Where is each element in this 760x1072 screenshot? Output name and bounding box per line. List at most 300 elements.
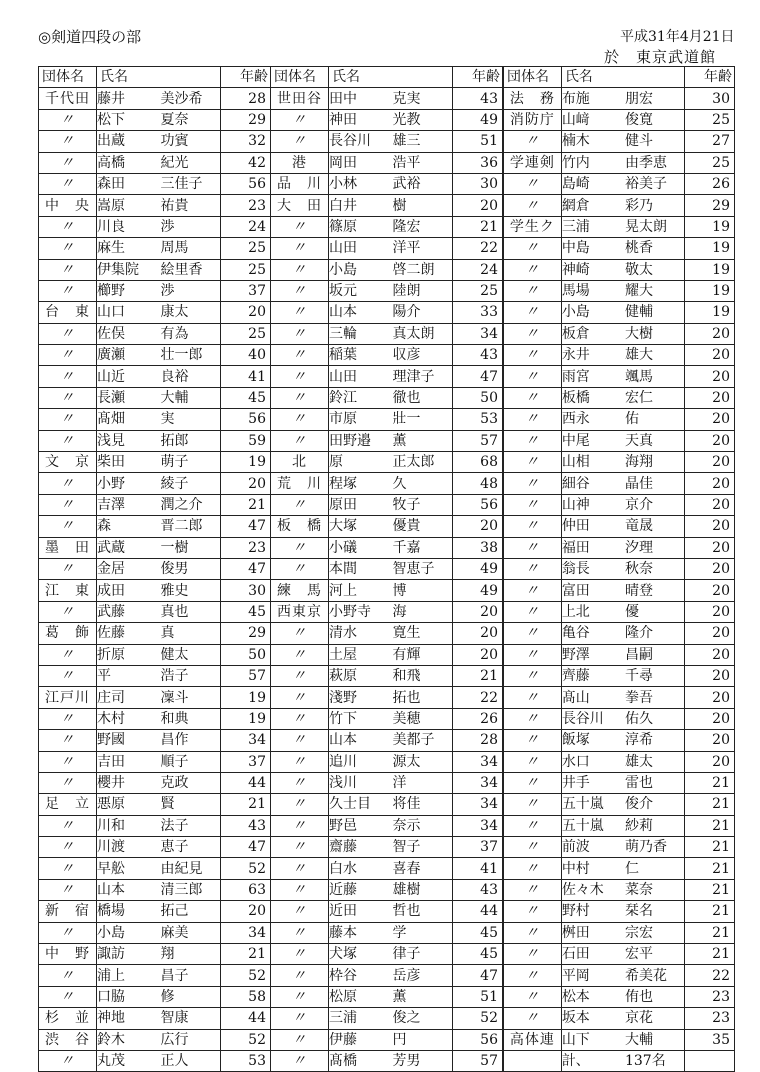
group-cell: 〃: [504, 195, 562, 216]
given-name-cell: 宏平: [625, 944, 685, 965]
surname-cell: 柴田: [97, 452, 161, 473]
table-row: [504, 580, 735, 601]
given-name-cell: 健斗: [625, 131, 685, 152]
age-cell: 43: [453, 88, 503, 109]
given-name-cell: 秋奈: [625, 558, 685, 579]
given-name-cell: 岳彦: [393, 965, 453, 986]
age-cell: 19: [685, 302, 735, 323]
group-cell: 〃: [504, 409, 562, 430]
table-row: [271, 1050, 503, 1071]
table-row: [39, 516, 271, 537]
age-cell: 20: [685, 387, 735, 408]
age-cell: 20: [685, 730, 735, 751]
table-row: [39, 580, 271, 601]
table-row: [504, 387, 735, 408]
age-cell: 20: [453, 644, 503, 665]
age-cell: 45: [221, 387, 271, 408]
given-name-cell: 拓郎: [161, 430, 221, 451]
age-cell: 21: [453, 665, 503, 686]
name-header: 氏名: [561, 67, 684, 88]
group-cell: 〃: [504, 516, 562, 537]
given-name-cell: 源太: [393, 751, 453, 772]
surname-cell: 長瀬: [97, 387, 161, 408]
group-cell: 世田谷: [271, 88, 329, 109]
given-name-cell: 真也: [161, 601, 221, 622]
given-name-cell: 海翔: [625, 452, 685, 473]
given-name-cell: 広行: [161, 1029, 221, 1050]
surname-cell: 大塚: [329, 516, 393, 537]
group-cell: 学連剣: [504, 152, 562, 173]
surname-cell: 神地: [97, 1008, 161, 1029]
table-row: [39, 387, 271, 408]
given-name-cell: 菜奈: [625, 879, 685, 900]
surname-cell: 山田: [329, 366, 393, 387]
group-cell: 〃: [504, 173, 562, 194]
table-row: [39, 1050, 271, 1071]
given-name-cell: 寛生: [393, 623, 453, 644]
group-cell: 〃: [39, 858, 97, 879]
given-name-cell: 翔: [161, 944, 221, 965]
given-name-cell: 浩子: [161, 665, 221, 686]
group-cell: 〃: [504, 986, 562, 1007]
group-cell: 〃: [504, 751, 562, 772]
age-cell: 21: [221, 944, 271, 965]
group-cell: 〃: [39, 879, 97, 900]
table-row: [39, 452, 271, 473]
table-row: [504, 922, 735, 943]
age-cell: 29: [221, 623, 271, 644]
age-cell: 28: [221, 88, 271, 109]
given-name-cell: 竜晟: [625, 516, 685, 537]
table-row: [271, 644, 503, 665]
surname-cell: 久士目: [329, 794, 393, 815]
given-name-cell: 宏仁: [625, 387, 685, 408]
event-date: 平成31年4月21日: [620, 29, 735, 45]
surname-cell: 小野寺: [329, 601, 393, 622]
surname-cell: 木村: [97, 708, 161, 729]
group-cell: 〃: [271, 772, 329, 793]
surname-cell: 伊藤: [329, 1029, 393, 1050]
table-row: [39, 687, 271, 708]
group-cell: 〃: [271, 858, 329, 879]
given-name-cell: 陽介: [393, 302, 453, 323]
age-cell: 25: [685, 109, 735, 130]
group-cell: 〃: [504, 537, 562, 558]
table-row: [39, 88, 271, 109]
age-cell: 21: [685, 837, 735, 858]
given-name-cell: 桃香: [625, 238, 685, 259]
group-cell: 〃: [39, 259, 97, 280]
surname-cell: 髙畑: [97, 409, 161, 430]
table-row: [504, 88, 735, 109]
age-cell: 25: [221, 323, 271, 344]
table-row: [39, 280, 271, 301]
group-cell: 〃: [39, 708, 97, 729]
group-cell: 〃: [39, 665, 97, 686]
surname-cell: 齋藤: [329, 837, 393, 858]
group-cell: 〃: [39, 473, 97, 494]
age-cell: 43: [453, 879, 503, 900]
surname-cell: 櫛野: [97, 280, 161, 301]
given-name-cell: 祐貴: [161, 195, 221, 216]
age-cell: 20: [685, 708, 735, 729]
given-name-cell: 佑久: [625, 708, 685, 729]
surname-cell: 富田: [561, 580, 625, 601]
table-row: [271, 558, 503, 579]
age-cell: 20: [221, 302, 271, 323]
age-cell: 47: [221, 837, 271, 858]
group-cell: 〃: [39, 131, 97, 152]
group-cell: 〃: [39, 730, 97, 751]
table-row: [504, 708, 735, 729]
age-cell: 22: [453, 238, 503, 259]
given-name-cell: 淳希: [625, 730, 685, 751]
age-cell: 19: [685, 238, 735, 259]
table-row: [271, 665, 503, 686]
age-cell: 25: [221, 259, 271, 280]
age-cell: 50: [453, 387, 503, 408]
given-name-cell: 久: [393, 473, 453, 494]
given-name-cell: 俊男: [161, 558, 221, 579]
table-row: [39, 345, 271, 366]
table-row: [39, 644, 271, 665]
surname-cell: 吉田: [97, 751, 161, 772]
age-cell: 19: [685, 216, 735, 237]
given-name-cell: 大輔: [161, 387, 221, 408]
table-row: [271, 730, 503, 751]
group-header: 団体名: [39, 67, 97, 88]
age-cell: 56: [221, 409, 271, 430]
given-name-cell: 朋宏: [625, 88, 685, 109]
group-cell: 〃: [271, 430, 329, 451]
given-name-cell: 絵里香: [161, 259, 221, 280]
group-cell: 〃: [504, 302, 562, 323]
table-row: [504, 815, 735, 836]
given-name-cell: 将佳: [393, 794, 453, 815]
surname-cell: 川渡: [97, 837, 161, 858]
group-cell: 〃: [39, 109, 97, 130]
table-row: [504, 430, 735, 451]
age-cell: 23: [685, 986, 735, 1007]
given-name-cell: 麻美: [161, 922, 221, 943]
age-cell: 50: [221, 644, 271, 665]
surname-cell: 丸茂: [97, 1050, 161, 1071]
table-row: [39, 730, 271, 751]
surname-cell: 神崎: [561, 259, 625, 280]
table-row: [271, 88, 503, 109]
age-cell: 40: [221, 345, 271, 366]
table-row: [271, 601, 503, 622]
group-cell: 〃: [271, 345, 329, 366]
surname-cell: 山田: [329, 238, 393, 259]
table-row: [271, 195, 503, 216]
age-cell: 37: [453, 837, 503, 858]
group-cell: 〃: [504, 901, 562, 922]
given-name-cell: 大輔: [625, 1029, 685, 1050]
table-row: [271, 323, 503, 344]
group-cell: [504, 1050, 562, 1071]
group-cell: 〃: [504, 708, 562, 729]
surname-cell: 伊集院: [97, 259, 161, 280]
table-row: [504, 879, 735, 900]
age-cell: 30: [685, 88, 735, 109]
table-row: [271, 815, 503, 836]
table-row: [39, 601, 271, 622]
table-row: [39, 751, 271, 772]
given-name-cell: 壮一郎: [161, 345, 221, 366]
age-cell: [685, 1050, 735, 1071]
table-row: [39, 366, 271, 387]
given-name-cell: 一樹: [161, 537, 221, 558]
surname-cell: 橋場: [97, 901, 161, 922]
given-name-cell: 修: [161, 986, 221, 1007]
age-cell: 29: [221, 109, 271, 130]
surname-cell: 福田: [561, 537, 625, 558]
given-name-cell: 学: [393, 922, 453, 943]
given-name-cell: 芳男: [393, 1050, 453, 1071]
surname-cell: 麻生: [97, 238, 161, 259]
given-name-cell: 千尋: [625, 665, 685, 686]
age-cell: 20: [685, 623, 735, 644]
group-cell: 〃: [39, 558, 97, 579]
group-cell: 〃: [504, 452, 562, 473]
surname-cell: 近田: [329, 901, 393, 922]
group-cell: 杉 並: [39, 1008, 97, 1029]
surname-cell: 野邑: [329, 815, 393, 836]
group-cell: 〃: [271, 323, 329, 344]
age-cell: 37: [221, 280, 271, 301]
group-cell: 〃: [271, 537, 329, 558]
age-cell: 22: [685, 965, 735, 986]
age-cell: 57: [221, 665, 271, 686]
age-cell: 20: [685, 430, 735, 451]
group-cell: 〃: [271, 730, 329, 751]
header-row: [39, 67, 271, 88]
surname-cell: 浅川: [329, 772, 393, 793]
age-cell: 68: [453, 452, 503, 473]
table-row: [39, 1008, 271, 1029]
age-cell: 20: [685, 323, 735, 344]
table-row: [504, 152, 735, 173]
given-name-cell: 仁: [625, 858, 685, 879]
given-name-cell: 康太: [161, 302, 221, 323]
surname-cell: 山﨑: [561, 109, 625, 130]
surname-cell: 山下: [561, 1029, 625, 1050]
table-row: [271, 922, 503, 943]
age-cell: 23: [221, 537, 271, 558]
event-venue: 於 東京武道館: [604, 48, 717, 66]
age-cell: 37: [221, 751, 271, 772]
age-cell: 58: [221, 986, 271, 1007]
group-cell: 〃: [39, 922, 97, 943]
age-cell: 20: [685, 516, 735, 537]
given-name-cell: 希美花: [625, 965, 685, 986]
age-cell: 36: [453, 152, 503, 173]
table-row: [39, 708, 271, 729]
table-row: [271, 387, 503, 408]
table-row: [39, 794, 271, 815]
table-row: [504, 772, 735, 793]
given-name-cell: 昌作: [161, 730, 221, 751]
table-row: [271, 430, 503, 451]
group-cell: 〃: [504, 345, 562, 366]
age-cell: 23: [221, 195, 271, 216]
age-cell: 19: [685, 280, 735, 301]
age-cell: 21: [685, 879, 735, 900]
table-row: [39, 837, 271, 858]
surname-cell: 松本: [561, 986, 625, 1007]
given-name-cell: 克実: [393, 88, 453, 109]
table-row: [271, 452, 503, 473]
surname-cell: 小野: [97, 473, 161, 494]
group-cell: 〃: [39, 516, 97, 537]
age-cell: 47: [453, 965, 503, 986]
age-cell: 27: [685, 131, 735, 152]
surname-cell: 永井: [561, 345, 625, 366]
surname-cell: 白水: [329, 858, 393, 879]
table-row: [504, 1050, 735, 1071]
surname-cell: 土屋: [329, 644, 393, 665]
given-name-cell: 俊介: [625, 794, 685, 815]
table-row: [271, 901, 503, 922]
age-cell: 24: [221, 216, 271, 237]
table-row: [39, 665, 271, 686]
age-cell: 51: [453, 986, 503, 1007]
group-cell: 〃: [39, 409, 97, 430]
given-name-cell: 美都子: [393, 730, 453, 751]
table-row: [39, 131, 271, 152]
age-cell: 21: [685, 794, 735, 815]
table-row: [504, 837, 735, 858]
given-name-cell: 真太朗: [393, 323, 453, 344]
age-cell: 30: [221, 580, 271, 601]
table-row: [39, 537, 271, 558]
given-name-cell: 渉: [161, 216, 221, 237]
given-name-cell: 雄大: [625, 345, 685, 366]
given-name-cell: 雅史: [161, 580, 221, 601]
group-cell: 北: [271, 452, 329, 473]
age-cell: 56: [221, 173, 271, 194]
age-cell: 47: [221, 516, 271, 537]
age-cell: 43: [221, 815, 271, 836]
age-cell: 53: [453, 409, 503, 430]
surname-cell: 五十嵐: [561, 794, 625, 815]
group-header: 団体名: [271, 67, 329, 88]
given-name-cell: 拓己: [161, 901, 221, 922]
group-cell: 〃: [271, 687, 329, 708]
group-cell: 足 立: [39, 794, 97, 815]
surname-cell: 萩原: [329, 665, 393, 686]
given-name-cell: 樹: [393, 195, 453, 216]
age-cell: 30: [453, 173, 503, 194]
table-row: [271, 109, 503, 130]
group-cell: 〃: [504, 858, 562, 879]
given-name-cell: 雷也: [625, 772, 685, 793]
given-name-cell: 雄三: [393, 131, 453, 152]
surname-cell: 水口: [561, 751, 625, 772]
table-row: [271, 837, 503, 858]
given-name-cell: 綾子: [161, 473, 221, 494]
surname-cell: 山近: [97, 366, 161, 387]
surname-cell: 稲葉: [329, 345, 393, 366]
given-name-cell: 渉: [161, 280, 221, 301]
group-cell: 〃: [504, 430, 562, 451]
table-row: [271, 772, 503, 793]
surname-cell: 犬塚: [329, 944, 393, 965]
surname-cell: 田中: [329, 88, 393, 109]
given-name-cell: 彩乃: [625, 195, 685, 216]
given-name-cell: 凜斗: [161, 687, 221, 708]
surname-cell: 吉澤: [97, 494, 161, 515]
group-cell: 〃: [271, 1008, 329, 1029]
group-cell: 港: [271, 152, 329, 173]
age-cell: 34: [221, 922, 271, 943]
age-cell: 63: [221, 879, 271, 900]
table-row: [39, 302, 271, 323]
age-cell: 44: [453, 901, 503, 922]
table-row: [271, 794, 503, 815]
name-header: 氏名: [97, 67, 221, 88]
table-row: [504, 494, 735, 515]
surname-cell: 三浦: [561, 216, 625, 237]
table-row: [504, 858, 735, 879]
table-row: [504, 730, 735, 751]
age-cell: 57: [453, 430, 503, 451]
group-cell: 〃: [271, 109, 329, 130]
roster-table-2: [270, 66, 503, 1072]
name-header: 氏名: [329, 67, 453, 88]
age-cell: 34: [221, 730, 271, 751]
given-name-cell: 恵子: [161, 837, 221, 858]
group-cell: 〃: [39, 601, 97, 622]
surname-cell: 竹内: [561, 152, 625, 173]
table-row: [271, 879, 503, 900]
table-row: [504, 1008, 735, 1029]
surname-cell: 嵩原: [97, 195, 161, 216]
table-row: [271, 280, 503, 301]
age-cell: 21: [685, 858, 735, 879]
group-cell: 〃: [504, 623, 562, 644]
surname-cell: 藤本: [329, 922, 393, 943]
group-cell: 〃: [39, 216, 97, 237]
group-cell: 〃: [271, 965, 329, 986]
group-cell: 〃: [39, 772, 97, 793]
table-row: [39, 259, 271, 280]
table-row: [504, 665, 735, 686]
group-cell: 〃: [39, 238, 97, 259]
table-row: [504, 452, 735, 473]
table-row: [39, 430, 271, 451]
group-cell: 学生ク: [504, 216, 562, 237]
surname-cell: 髙山: [561, 687, 625, 708]
surname-cell: 三輪: [329, 323, 393, 344]
surname-cell: 程塚: [329, 473, 393, 494]
age-cell: 41: [221, 366, 271, 387]
group-cell: 〃: [504, 494, 562, 515]
age-cell: 20: [685, 665, 735, 686]
given-name-cell: 清三郎: [161, 879, 221, 900]
surname-cell: 松原: [329, 986, 393, 1007]
given-name-cell: 萌乃香: [625, 837, 685, 858]
given-name-cell: 晴登: [625, 580, 685, 601]
group-cell: 江戸川: [39, 687, 97, 708]
table-row: [271, 302, 503, 323]
surname-cell: 廣瀬: [97, 345, 161, 366]
surname-cell: 坂元: [329, 280, 393, 301]
given-name-cell: 哲也: [393, 901, 453, 922]
given-name-cell: 隆介: [625, 623, 685, 644]
table-row: [504, 131, 735, 152]
